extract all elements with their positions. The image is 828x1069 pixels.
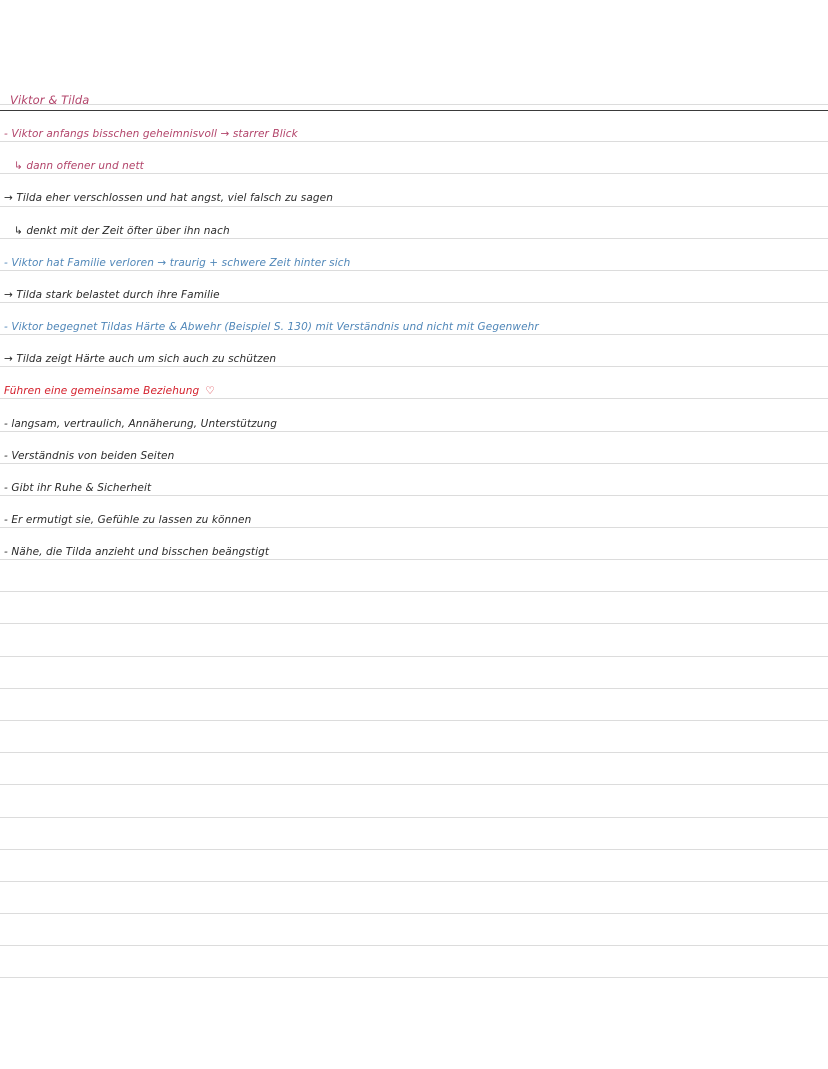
note-line: - Er ermutigt sie, Gefühle zu lassen zu können [4, 514, 252, 526]
ruled-line [0, 206, 828, 207]
note-line: → Tilda eher verschlossen und hat angst, viel falsch zu sagen [4, 192, 333, 204]
note-line: - Nähe, die Tilda anzieht und bisschen beängstigt [4, 546, 270, 558]
ruled-line [0, 104, 828, 105]
note-line: → Tilda stark belastet durch ihre Familie [4, 289, 220, 301]
ruled-line [0, 398, 828, 399]
note-line: - Viktor anfangs bisschen geheimnisvoll → starrer Blick [4, 128, 298, 140]
ruled-line [0, 817, 828, 818]
ruled-line [0, 559, 828, 560]
note-line: ↳ denkt mit der Zeit öfter über ihn nach [14, 225, 230, 237]
section-heading-text: Führen eine gemeinsame Beziehung [4, 385, 200, 397]
ruled-line [0, 913, 828, 914]
ruled-line [0, 752, 828, 753]
note-line: - Viktor begegnet Tildas Härte & Abwehr (Beispiel S. 130) mit Verständnis und nicht mit Gegenwehr [4, 321, 539, 333]
ruled-line [0, 945, 828, 946]
note-line: ↳ dann offener und nett [14, 160, 144, 172]
title-divider-line [0, 110, 828, 111]
ruled-line [0, 623, 828, 624]
note-line: - Gibt ihr Ruhe & Sicherheit [4, 482, 152, 494]
note-line: - Verständnis von beiden Seiten [4, 450, 175, 462]
ruled-line [0, 849, 828, 850]
ruled-line [0, 334, 828, 335]
ruled-line [0, 238, 828, 239]
ruled-line [0, 495, 828, 496]
ruled-line [0, 656, 828, 657]
ruled-line [0, 784, 828, 785]
page-title: Viktor & Tilda [10, 93, 90, 107]
ruled-line [0, 431, 828, 432]
ruled-line [0, 366, 828, 367]
ruled-line [0, 463, 828, 464]
ruled-line [0, 977, 828, 978]
note-line: - Viktor hat Familie verloren → traurig + schwere Zeit hinter sich [4, 257, 351, 269]
ruled-line [0, 141, 828, 142]
ruled-line [0, 527, 828, 528]
ruled-line [0, 173, 828, 174]
ruled-line [0, 302, 828, 303]
ruled-line [0, 881, 828, 882]
ruled-line [0, 688, 828, 689]
ruled-line [0, 591, 828, 592]
note-line: → Tilda zeigt Härte auch um sich auch zu schützen [4, 353, 277, 365]
note-line: - langsam, vertraulich, Annäherung, Unterstützung [4, 418, 278, 430]
ruled-line [0, 720, 828, 721]
section-heading [4, 384, 215, 398]
ruled-line [0, 270, 828, 271]
heart-icon: ♡ [205, 385, 215, 397]
